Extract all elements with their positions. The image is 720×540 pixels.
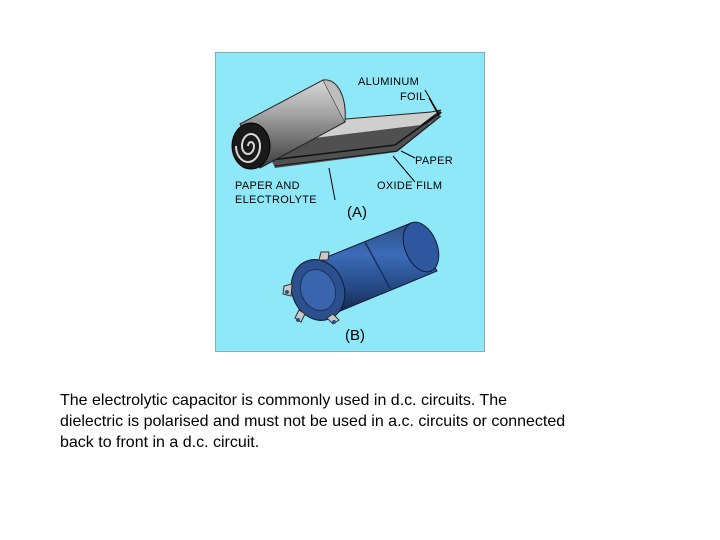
electrolytic-capacitor-diagram	[215, 52, 485, 352]
svg-text:ALUMINUM: ALUMINUM	[358, 76, 420, 88]
label-tag-a: (A)	[347, 204, 367, 221]
caption-text	[60, 390, 660, 453]
label-tag-b: (B)	[345, 327, 365, 344]
caption-line: The electrolytic capacitor is commonly used in d.c. circuits. The	[60, 392, 507, 409]
svg-text:ELECTROLYTE: ELECTROLYTE	[235, 194, 317, 206]
caption-line: dielectric is polarised and must not be used in a.c. circuits or connected	[60, 413, 566, 430]
svg-text:FOIL: FOIL	[400, 91, 426, 103]
svg-text:PAPER AND: PAPER AND	[235, 180, 300, 192]
label-paper: PAPER	[415, 155, 453, 167]
caption-line: back to front in a d.c. circuit.	[60, 434, 260, 451]
label-oxide-film: OXIDE FILM	[377, 180, 443, 192]
